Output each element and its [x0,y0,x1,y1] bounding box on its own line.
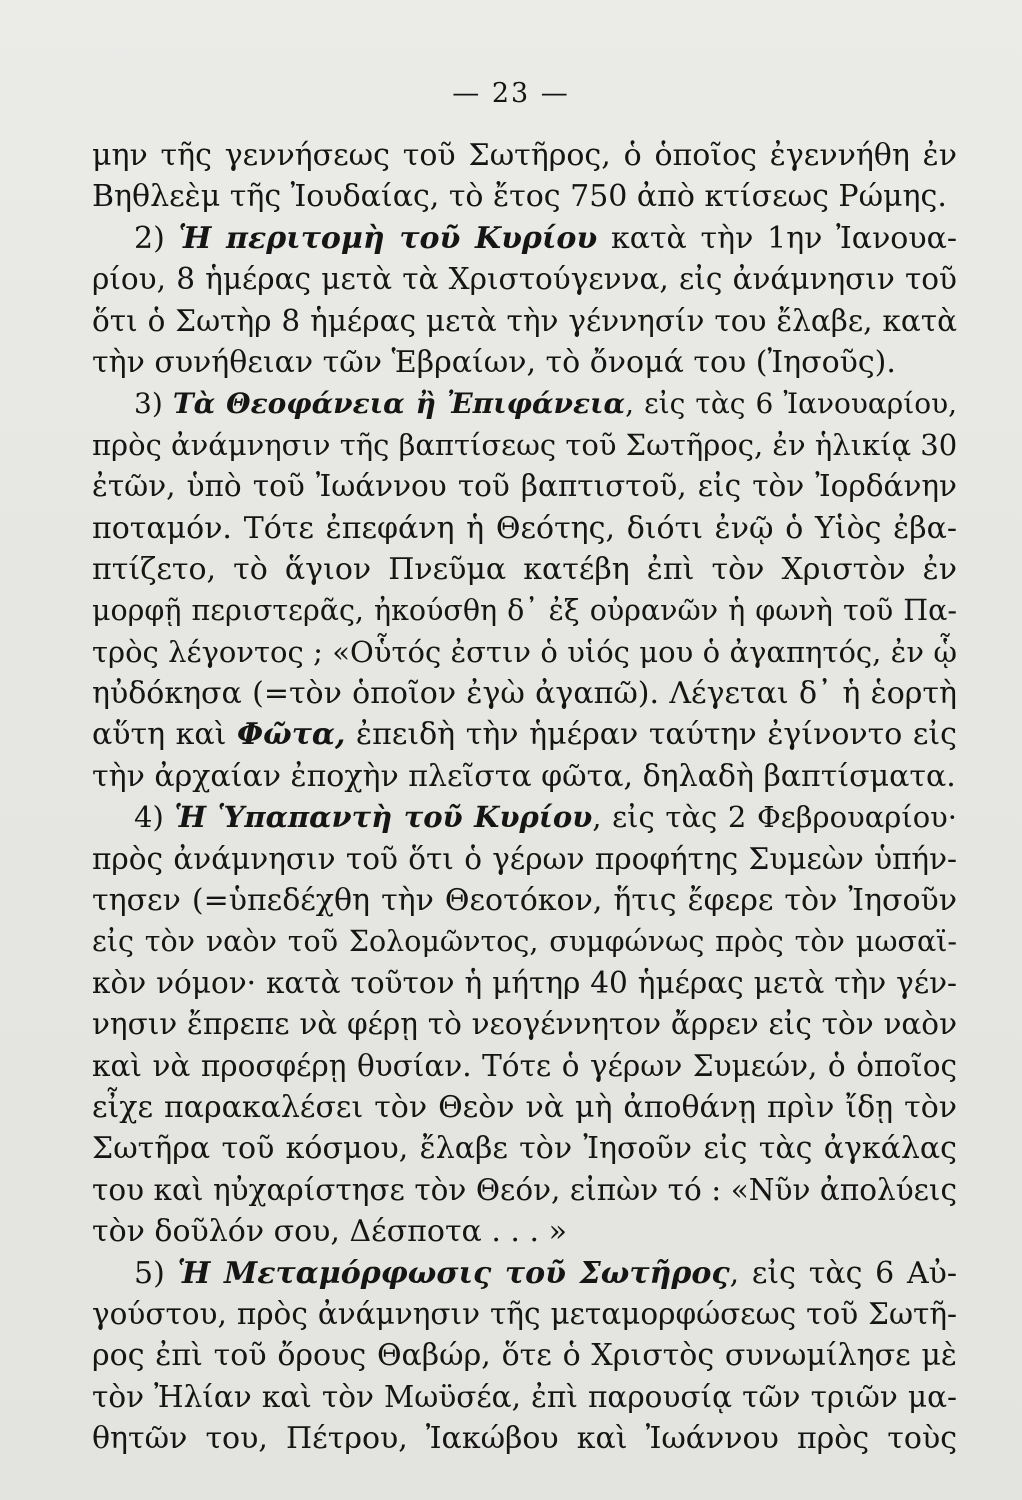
text-line: τρὸς λέγοντος ; «Οὗτός ἐστιν ὁ υἱός μου ὁ ἀγαπητός, ἐν ᾧ [92,634,957,669]
text-line: θητῶν του, Πέτρου, Ἰακώβου καὶ Ἰωάννου πρὸς τοὺς [92,1421,957,1457]
body-text [92,135,957,1460]
text-line: πρὸς ἀνάμνησιν τοῦ ὅτι ὁ γέρων προφήτης Συμεὼν ὑπήν- [92,841,957,876]
text-line: ἐτῶν, ὑπὸ τοῦ Ἰωάννου τοῦ βαπτιστοῦ, εἰς τὸν Ἰορδάνην [92,469,957,504]
feast-title: Τὰ Θεοφάνεια ἢ Ἐπιφάνεια [172,387,626,421]
line-prefix: αὕτη καὶ [92,717,237,753]
text-line [92,797,957,838]
line-rest: ἐπειδὴ τὴν ἡμέραν ταύτην ἐγίνοντο εἰς [345,717,957,753]
text-line: ὅτι ὁ Σωτὴρ 8 ἡμέρας μετὰ τὴν γέννησίν του ἔλαβε, κατὰ [92,303,957,338]
text-line: μην τῆς γεννήσεως τοῦ Σωτῆρος, ὁ ὁποῖος ἐγεννήθη ἐν [92,138,957,173]
text-line: ποταμόν. Τότε ἐπεφάνη ἡ Θεότης, διότι ἐνῷ ὁ Υἱὸς ἐβα- [92,510,957,546]
line-prefix: 4) [134,800,175,835]
feast-title: Ἡ Ὑπαπαντὴ τοῦ Κυρίου [174,800,593,835]
text-line: πρὸς ἀνάμνησιν τῆς βαπτίσεως τοῦ Σωτῆρος, ἐν ἡλικίᾳ 30 [92,427,958,462]
text-line: ηὐδόκησα (=τὸν ὁποῖον ἐγὼ ἀγαπῶ). Λέγεται δ᾿ ἡ ἑορτὴ [92,676,957,712]
text-line: κὸν νόμον· κατὰ τοῦτον ἡ μήτηρ 40 ἡμέρας μετὰ τὴν γέν- [92,965,957,1000]
page-number: — 23 — [452,78,570,109]
text-line: ρος ἐπὶ τοῦ ὄρους Θαβώρ, ὅτε ὁ Χριστὸς συνωμίλησε μὲ [92,1338,957,1374]
line-rest: , εἰς τὰς 2 Φεβρουαρίου· [592,800,958,835]
text-line [92,383,957,424]
text-line: τησεν (=ὑπεδέχθη τὴν Θεοτόκον, ἥτις ἔφερε τὸν Ἰησοῦν [92,883,957,919]
text-line: τὴν ἀρχαίαν ἐποχὴν πλεῖστα φῶτα, δηλαδὴ βαπτίσματα. [92,758,956,794]
text-line: Σωτῆρα τοῦ κόσμου, ἔλαβε τὸν Ἰησοῦν εἰς τὰς ἀγκάλας [92,1131,957,1167]
text-line: τὴν συνήθειαν τῶν Ἑβραίων, τὸ ὄνομά του (Ἰησοῦς). [92,344,896,380]
text-line [92,218,957,259]
text-line: τὸν δοῦλόν σου, Δέσποτα . . . » [92,1214,567,1250]
text-line: γούστου, πρὸς ἀνάμνησιν τῆς μεταμορφώσεως τοῦ Σωτῆ- [92,1296,957,1331]
text-line [92,714,957,755]
feast-title: Ἡ Μεταμόρφωσις τοῦ Σωτῆρος [177,1255,730,1291]
line-prefix: 3) [134,387,173,421]
line-prefix: 2) [134,220,179,256]
text-line: του καὶ ηὐχαρίστησε τὸν Θεόν, εἰπὼν τό : «Νῦν ἀπολύεις [92,1172,957,1207]
text-line: εἰς τὸν ναὸν τοῦ Σολομῶντος, συμφώνως πρὸς τὸν μωσαϊ- [92,925,957,959]
text-line: τὸν Ἠλίαν καὶ τὸν Μωϋσέα, ἐπὶ παρουσίᾳ τῶν τριῶν μα- [92,1379,957,1414]
text-line: ρίου, 8 ἡμέρας μετὰ τὰ Χριστούγεννα, εἰς ἀνάμνησιν τοῦ [92,262,957,297]
line-rest: κατὰ τὴν 1ην Ἰανουα- [597,220,957,256]
line-rest: , εἰς τὰς 6 Αὐ- [729,1255,957,1291]
text-line: εἶχε παρακαλέσει τὸν Θεὸν νὰ μὴ ἀποθάνῃ πρὶν ἴδῃ τὸν [92,1089,957,1125]
feast-title: Φῶτα, [237,717,346,753]
text-line [92,1253,957,1294]
text-line: νησιν ἔπρεπε νὰ φέρῃ τὸ νεογέννητον ἄρρεν εἰς τὸν ναὸν [92,1007,957,1042]
text-line: καὶ νὰ προσφέρῃ θυσίαν. Τότε ὁ γέρων Συμεών, ὁ ὁποῖος [92,1048,957,1083]
line-rest: , εἰς τὰς 6 Ἰανουαρίου, [625,387,957,421]
text-line: Βηθλεὲμ τῆς Ἰουδαίας, τὸ ἔτος 750 ἀπὸ κτίσεως Ρώμης. [92,179,947,215]
feast-title: Ἡ περιτομὴ τοῦ Κυρίου [178,220,598,256]
text-line: μορφῇ περιστερᾶς, ἠκούσθη δ᾿ ἐξ οὐρανῶν ἡ φωνὴ τοῦ Πα- [92,594,957,628]
line-prefix: 5) [134,1255,178,1291]
text-line: πτίζετο, τὸ ἅγιον Πνεῦμα κατέβη ἐπὶ τὸν Χριστὸν ἐν [92,551,957,587]
